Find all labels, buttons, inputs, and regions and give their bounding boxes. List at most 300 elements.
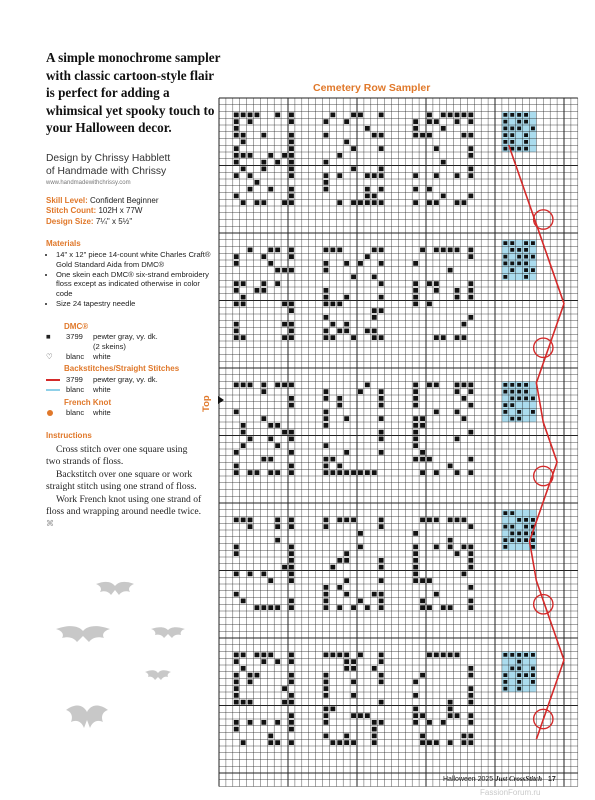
stitch-square: [337, 396, 342, 401]
stitch-square: [289, 693, 294, 698]
stitch-square: [503, 673, 507, 677]
stitch-square: [248, 187, 253, 192]
stitch-square: [268, 261, 273, 266]
stitch-square: [289, 119, 294, 124]
stitch-square: [462, 396, 467, 401]
stitch-square: [413, 565, 418, 570]
stitch-square: [337, 153, 342, 158]
stitch-square: [441, 126, 446, 131]
stitch-square: [248, 113, 253, 118]
stitch-square: [434, 740, 439, 745]
stitch-square: [503, 255, 507, 259]
stitch-square: [517, 673, 521, 677]
stitch-square: [420, 713, 425, 718]
stitch-square: [337, 329, 342, 334]
stitch-square: [468, 113, 473, 118]
stitch-square: [413, 423, 418, 428]
stitch-square: [344, 119, 349, 124]
stitch-square: [275, 160, 280, 165]
issue-label: Halloween 2025: [443, 776, 494, 783]
stitch-square: [324, 686, 329, 691]
stitch-square: [379, 700, 384, 705]
stitch-square: [524, 390, 528, 394]
stitch-square: [372, 173, 377, 178]
stitch-square: [468, 295, 473, 300]
stitch-square: [248, 173, 253, 178]
stitch-square: [234, 194, 239, 199]
stitch-square: [289, 140, 294, 145]
stitch-square: [413, 126, 418, 131]
stitch-square: [351, 713, 356, 718]
stitch-square: [468, 599, 473, 604]
stitch-square: [282, 430, 287, 435]
stitch-square: [234, 470, 239, 475]
stitch-square: [261, 288, 266, 293]
stitch-square: [503, 241, 507, 245]
stitch-square: [372, 335, 377, 340]
stitch-square: [413, 295, 418, 300]
materials-heading: Materials: [46, 239, 81, 248]
stitch-square: [413, 200, 418, 205]
stitch-square: [503, 140, 507, 144]
stitch-square: [268, 740, 273, 745]
stitch-square: [468, 194, 473, 199]
stitch-square: [379, 680, 384, 685]
stitch-square: [324, 295, 329, 300]
stitch-square: [324, 585, 329, 590]
stitch-square: [330, 457, 335, 462]
stitch-square: [503, 383, 507, 387]
stitch-square: [234, 126, 239, 131]
stitch-square: [337, 605, 342, 610]
stitch-square: [234, 659, 239, 664]
stitch-square: [337, 464, 342, 469]
stitch-square: [330, 113, 335, 118]
stitch-square: [358, 389, 363, 394]
stitch-square: [324, 693, 329, 698]
stitch-square: [420, 605, 425, 610]
stitch-square: [358, 470, 363, 475]
stitch-square: [531, 545, 535, 549]
stitch-square: [462, 518, 467, 523]
stitch-square: [351, 693, 356, 698]
stitch-square: [324, 160, 329, 165]
stitch-square: [289, 713, 294, 718]
stitch-square: [241, 653, 246, 658]
stitch-square: [441, 194, 446, 199]
stitch-square: [344, 450, 349, 455]
stitch-square: [379, 133, 384, 138]
red-line-icon: [46, 379, 60, 381]
stitch-square: [289, 578, 294, 583]
stitch-square: [503, 133, 507, 137]
stitch-square: [372, 248, 377, 253]
stitch-square: [372, 133, 377, 138]
stitch-square: [261, 383, 266, 388]
stitch-square: [420, 416, 425, 421]
stitch-square: [448, 740, 453, 745]
stitch-square: [330, 470, 335, 475]
stitch-square: [275, 470, 280, 475]
stitch-square: [344, 558, 349, 563]
stitch-square: [289, 599, 294, 604]
stitch-square: [255, 113, 260, 118]
stitch-square: [372, 329, 377, 334]
stitch-square: [524, 268, 528, 272]
stitch-square: [524, 147, 528, 151]
stitch-square: [248, 119, 253, 124]
stitch-square: [324, 605, 329, 610]
stitch-square: [510, 113, 514, 117]
stitch-square: [468, 673, 473, 678]
stitch-square: [441, 605, 446, 610]
stitch-square: [427, 518, 432, 523]
stitch-square: [289, 659, 294, 664]
stitch-square: [241, 335, 246, 340]
stitch-square: [289, 153, 294, 158]
stitch-square: [282, 383, 287, 388]
stitch-square: [289, 551, 294, 556]
stitch-square: [289, 545, 294, 550]
stitch-square: [455, 470, 460, 475]
stitch-square: [275, 113, 280, 118]
stitch-square: [351, 740, 356, 745]
stitch-square: [351, 335, 356, 340]
stitch-square: [517, 417, 521, 421]
instruction-paragraph: Backstitch over one square or work straight stitch using one strand of floss.: [46, 468, 197, 493]
stitch-square: [510, 133, 514, 137]
stitch-square: [324, 133, 329, 138]
stitch-square: [427, 302, 432, 307]
stitch-square: [324, 734, 329, 739]
stitch-square: [468, 153, 473, 158]
stitch-square: [524, 241, 528, 245]
stitch-square: [427, 578, 432, 583]
stitch-square: [372, 315, 377, 320]
stitch-square: [510, 390, 514, 394]
stitch-square: [289, 173, 294, 178]
stitch-square: [241, 423, 246, 428]
stitch-square: [524, 120, 528, 124]
stitch-square: [248, 153, 253, 158]
stitch-square: [434, 592, 439, 597]
stitch-square: [365, 605, 370, 610]
stitch-square: [434, 119, 439, 124]
stitch-square: [234, 160, 239, 165]
stitch-square: [503, 147, 507, 151]
stitch-square: [434, 335, 439, 340]
stitch-square: [324, 713, 329, 718]
stitch-square: [413, 545, 418, 550]
stitch-square: [241, 113, 246, 118]
stitch-square: [289, 720, 294, 725]
stitch-square: [261, 200, 266, 205]
stitch-square: [455, 113, 460, 118]
stitch-square: [234, 288, 239, 293]
instruction-paragraph: Cross stitch over one square using two strands of floss.: [46, 444, 188, 468]
stitch-square: [241, 295, 246, 300]
stitch-square: [241, 167, 246, 172]
stitch-square: [524, 538, 528, 542]
stitch-square: [261, 167, 266, 172]
stitch-square: [261, 659, 266, 664]
stitch-square: [351, 680, 356, 685]
stitch-square: [337, 653, 342, 658]
stitch-square: [462, 383, 467, 388]
stitch-square: [289, 308, 294, 313]
stitch-square: [468, 713, 473, 718]
stitch-square: [234, 653, 239, 658]
stitch-square: [517, 660, 521, 664]
stitch-square: [275, 268, 280, 273]
stitch-square: [275, 740, 280, 745]
bat-icon: [148, 624, 188, 640]
stitch-square: [268, 437, 273, 442]
stitch-square: [289, 396, 294, 401]
stitch-square: [517, 113, 521, 117]
stitch-square: [468, 167, 473, 172]
stitch-square: [455, 410, 460, 415]
instruction-paragraph: Work French knot using one strand of floss and wrapping around needle twice. ⌘: [46, 493, 202, 529]
stitch-square: [241, 666, 246, 671]
stitch-square: [468, 288, 473, 293]
stitch-square: [413, 437, 418, 442]
stitch-square: [234, 450, 239, 455]
stitch-square: [234, 119, 239, 124]
blue-line-icon: [46, 389, 60, 391]
stitch-square: [455, 518, 460, 523]
stitch-square: [503, 538, 507, 542]
stitch-square: [324, 389, 329, 394]
spec-design-size: Design Size: 7¼" x 5½": [46, 216, 133, 226]
stitch-square: [234, 113, 239, 118]
stitch-square: [268, 423, 273, 428]
stitch-square: [448, 248, 453, 253]
stitch-square: [248, 470, 253, 475]
stitch-square: [434, 173, 439, 178]
stitch-square: [517, 667, 521, 671]
stitch-square: [420, 734, 425, 739]
stitch-square: [531, 397, 535, 401]
stitch-square: [448, 518, 453, 523]
stitch-square: [413, 288, 418, 293]
stitch-square: [324, 416, 329, 421]
stitch-square: [420, 673, 425, 678]
stitch-square: [351, 666, 356, 671]
stitch-square: [455, 551, 460, 556]
stitch-square: [524, 532, 528, 536]
key-row-blanc: ♡ blanc white: [46, 352, 111, 361]
stitch-square: [531, 255, 535, 259]
stitch-square: [330, 248, 335, 253]
stitch-square: [413, 531, 418, 536]
stitch-square: [248, 572, 253, 577]
stitch-square: [330, 322, 335, 327]
stitch-square: [289, 167, 294, 172]
stitch-square: [468, 605, 473, 610]
stitch-square: [379, 430, 384, 435]
stitch-square: [531, 653, 535, 657]
stitch-square: [468, 585, 473, 590]
stitch-square: [379, 416, 384, 421]
stitch-square: [324, 518, 329, 523]
stitch-square: [337, 518, 342, 523]
stitch-square: [275, 538, 280, 543]
dmc-heading: DMC®: [64, 322, 89, 331]
stitch-square: [344, 322, 349, 327]
stitch-square: [510, 248, 514, 252]
stitch-square: [275, 423, 280, 428]
stitch-square: [462, 740, 467, 745]
stitch-square: [372, 308, 377, 313]
stitch-square: [441, 160, 446, 165]
stitch-square: [261, 605, 266, 610]
stitch-square: [372, 194, 377, 199]
stitch-square: [379, 389, 384, 394]
stitch-square: [241, 281, 246, 286]
stitch-square: [379, 565, 384, 570]
stitch-square: [351, 167, 356, 172]
stitch-square: [372, 740, 377, 745]
stitch-square: [413, 133, 418, 138]
stitch-square: [248, 720, 253, 725]
stitch-square: [358, 599, 363, 604]
stitch-square: [344, 740, 349, 745]
stitch-square: [503, 687, 507, 691]
stitch-square: [234, 693, 239, 698]
stitch-square: [358, 545, 363, 550]
stitch-square: [330, 740, 335, 745]
stitch-square: [468, 254, 473, 259]
spec-skill: Skill Level: Confident Beginner: [46, 196, 159, 205]
stitch-square: [248, 524, 253, 529]
stitch-square: [413, 383, 418, 388]
stitch-square: [234, 680, 239, 685]
stitch-square: [413, 389, 418, 394]
stitch-square: [468, 119, 473, 124]
stitch-square: [455, 248, 460, 253]
stitch-square: [289, 383, 294, 388]
stitch-square: [337, 585, 342, 590]
stitch-square: [234, 572, 239, 577]
designer-url[interactable]: www.handmadewithchrissy.com: [46, 180, 131, 186]
stitch-square: [434, 653, 439, 658]
stitch-square: [261, 720, 266, 725]
stitch-square: [510, 417, 514, 421]
stitch-square: [427, 133, 432, 138]
stitch-square: [372, 275, 377, 280]
stitch-square: [468, 558, 473, 563]
stitch-square: [351, 146, 356, 151]
stitch-square: [344, 653, 349, 658]
stitch-square: [468, 700, 473, 705]
stitch-square: [234, 464, 239, 469]
stitch-square: [241, 599, 246, 604]
stitch-square: [344, 666, 349, 671]
stitch-square: [330, 335, 335, 340]
stitch-square: [434, 383, 439, 388]
stitch-square: [510, 383, 514, 387]
stitch-square: [524, 653, 528, 657]
spec-stitch-count: Stitch Count: 102H x 77W: [46, 206, 143, 216]
stitch-square: [468, 248, 473, 253]
stitch-square: [517, 538, 521, 542]
stitch-square: [379, 167, 384, 172]
stitch-square: [372, 200, 377, 205]
stitch-square: [234, 146, 239, 151]
stitch-square: [510, 241, 514, 245]
stitch-square: [524, 262, 528, 266]
stitch-square: [413, 281, 418, 286]
stitch-square: [344, 295, 349, 300]
stitch-square: [275, 248, 280, 253]
stitch-square: [248, 518, 253, 523]
stitch-square: [420, 578, 425, 583]
stitch-square: [503, 680, 507, 684]
stitch-square: [503, 120, 507, 124]
stitch-square: [413, 443, 418, 448]
stitch-square: [268, 734, 273, 739]
specs-block: [46, 196, 216, 227]
stitch-square: [468, 133, 473, 138]
stitch-square: [282, 200, 287, 205]
stitch-square: [510, 262, 514, 266]
stitch-square: [379, 518, 384, 523]
stitch-square: [420, 450, 425, 455]
stitch-square: [268, 187, 273, 192]
stitch-square: [365, 200, 370, 205]
stitch-square: [455, 119, 460, 124]
stitch-square: [289, 740, 294, 745]
stitch-square: [337, 302, 342, 307]
stitch-square: [358, 200, 363, 205]
stitch-square: [324, 653, 329, 658]
stitch-square: [372, 666, 377, 671]
stitch-square: [462, 572, 467, 577]
bat-icon: [143, 668, 173, 682]
stitch-square: [468, 545, 473, 550]
stitch-square: [455, 173, 460, 178]
stitch-square: [344, 140, 349, 145]
stitch-square: [420, 518, 425, 523]
stitch-square: [365, 329, 370, 334]
stitch-square: [344, 329, 349, 334]
bat-icon: [52, 622, 114, 646]
stitch-square: [282, 268, 287, 273]
stitch-square: [379, 558, 384, 563]
stitch-square: [455, 653, 460, 658]
stitch-square: [455, 295, 460, 300]
stitch-square: [241, 740, 246, 745]
stitch-square: [524, 275, 528, 279]
stitch-square: [441, 335, 446, 340]
stitch-square: [324, 396, 329, 401]
stitch-square: [268, 153, 273, 158]
stitch-square: [337, 740, 342, 745]
stitch-square: [448, 545, 453, 550]
stitch-square: [510, 532, 514, 536]
stitch-square: [372, 734, 377, 739]
stitch-square: [234, 254, 239, 259]
stitch-square: [531, 680, 535, 684]
stitch-square: [413, 261, 418, 266]
stitch-square: [413, 693, 418, 698]
stitch-square: [289, 160, 294, 165]
stitch-square: [255, 673, 260, 678]
stitch-square: [468, 565, 473, 570]
stitch-square: [255, 288, 260, 293]
stitch-square: [241, 383, 246, 388]
